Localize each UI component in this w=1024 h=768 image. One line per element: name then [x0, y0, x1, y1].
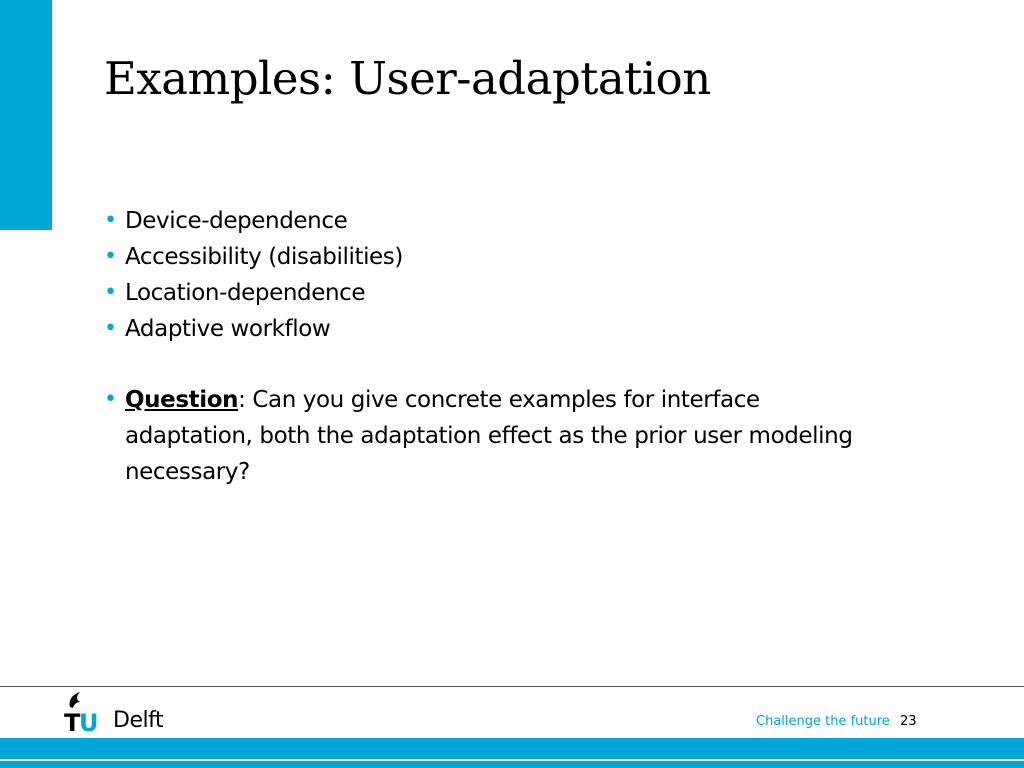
bullet-icon: • — [104, 316, 117, 341]
question-text: : Can you give concrete examples for interface adaptation, both the adaptation effect as the prior user modeling necessary? — [125, 387, 853, 485]
bullet-list — [104, 203, 864, 490]
question-label: Question — [125, 387, 239, 413]
bullet-icon: • — [104, 208, 117, 233]
bullet-icon: • — [104, 244, 117, 269]
footer-divider — [0, 686, 1024, 687]
footer-band — [0, 738, 1024, 768]
bullet-icon: • — [104, 280, 117, 305]
logo-letter-u: U — [79, 709, 99, 735]
logo-letter-t: T — [64, 709, 81, 735]
slide-title: Examples: User-adaptation — [104, 52, 711, 105]
bullet-text: Location-dependence — [125, 280, 366, 306]
bullet-item — [104, 311, 864, 347]
bullet-text: Accessibility (disabilities) — [125, 244, 403, 270]
bullet-item — [104, 239, 864, 275]
question-item — [104, 382, 864, 490]
accent-bar — [0, 0, 52, 230]
footer-band-line — [0, 759, 1024, 761]
bullet-icon: • — [104, 387, 117, 412]
page-number: 23 — [900, 714, 917, 729]
bullet-text: Adaptive workflow — [125, 316, 331, 342]
logo-word: Delft — [113, 708, 164, 733]
bullet-text: Device-dependence — [125, 208, 348, 234]
bullet-item — [104, 275, 864, 311]
footer-tagline: Challenge the future — [756, 714, 890, 729]
bullet-item — [104, 203, 864, 239]
flame-icon — [70, 692, 80, 708]
